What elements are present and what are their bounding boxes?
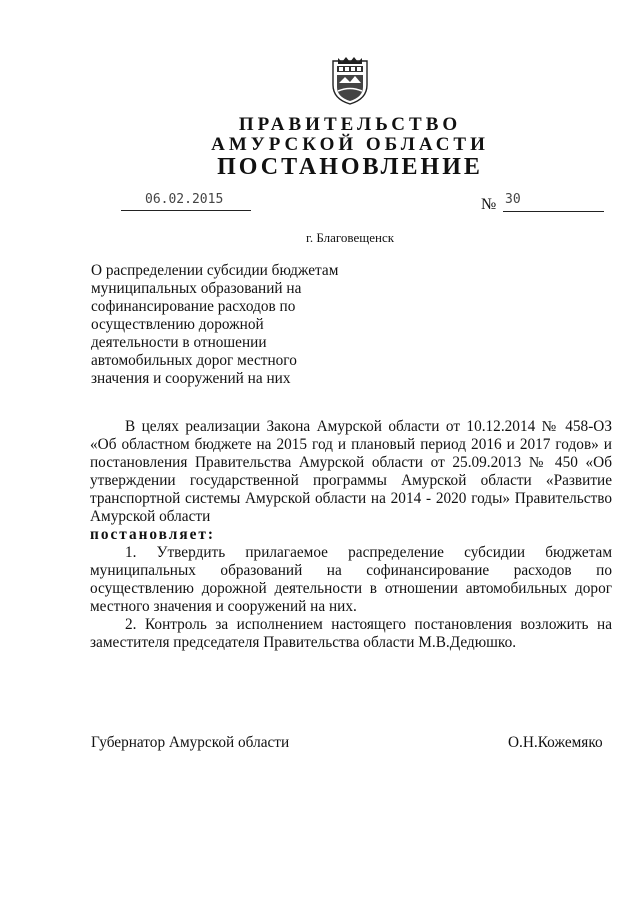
preamble-paragraph: В целях реализации Закона Амурской области от 10.12.2014 № 458-ОЗ «Об областном бюджете на 2015 год и плановый период 2016 и 2017 годов» и постановления Правительства Амурской области от 25.09.2013 № 450 «Об утверждении государственной программы Амурской области «Развитие транспортной системы Амурской области на 2014 - 2020 годы» Правительство Амурской области xyxy=(90,418,612,525)
decree-word: постановляет: xyxy=(90,526,215,543)
document-number: 30 xyxy=(505,192,521,207)
decree-item-1: 1. Утвердить прилагаемое распределение субсидии бюджетам муниципальных образований на софинансирование расходов по осуществлению дорожной деятельности в отношении автомобильных дорог местного значения и сооружений на них. xyxy=(90,544,612,615)
date-underline xyxy=(121,210,251,211)
government-title-line2: АМУРСКОЙ ОБЛАСТИ xyxy=(211,134,489,155)
decree-item-2: 2. Контроль за исполнением настоящего постановления возложить на заместителя председателя Правительства области М.В.Дедюшко. xyxy=(90,616,612,651)
government-title-line1: ПРАВИТЕЛЬСТВО xyxy=(238,114,462,135)
signatory-name: О.Н.Кожемяко xyxy=(508,734,603,751)
number-sign: № xyxy=(481,196,497,213)
document-subject: О распределении субсидии бюджетам муниципальных образований на софинансирование расходов по осуществлению дорожной деятельности в отношении автомобильных дорог местного значения и сооружений на них xyxy=(91,262,339,387)
number-underline xyxy=(503,211,604,212)
coat-of-arms-icon xyxy=(329,55,371,105)
city: г. Благовещенск xyxy=(305,230,395,245)
document-type-title: ПОСТАНОВЛЕНИЕ xyxy=(217,154,483,180)
decree-items xyxy=(90,544,612,652)
document-date: 06.02.2015 xyxy=(145,192,224,207)
signatory-position: Губернатор Амурской области xyxy=(91,734,290,751)
